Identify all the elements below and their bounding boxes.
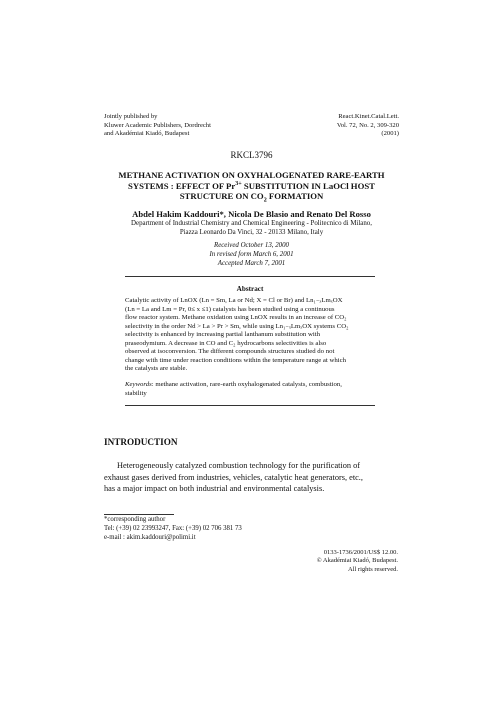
authors: Abdel Hakim Kaddouri*, Nicola De Blasio and Renato Del Rosso	[132, 209, 371, 219]
paper-title: METHANE ACTIVATION ON OXYHALOGENATED RARE-EARTH SYSTEMS : EFFECT OF $Pr^{3+}$ SUBSTITUTION IN LaOCl HOST STRUCTURE ON $CO_2$ FORMATION	[118, 170, 385, 204]
affiliation: Department of Industrial Chemistry and Chemical Engineering - Politecnico di Milano, Piazza Leonardo Da Vinci, 32 - 20133 Milano, Italy	[131, 220, 372, 236]
keywords-label: Keywords	[125, 381, 152, 388]
abstract-heading: Abstract	[236, 285, 264, 293]
publisher-info: Jointly published by Kluwer Academic Publishers, Dordrecht and Akadémiai Kiadó, Budapest	[104, 113, 211, 138]
journal-reference: React.Kinet.Catal.Lett. Vol. 72, No. 2, 309-320 (2001)	[336, 113, 399, 138]
article-code: RKCL3796	[230, 150, 273, 160]
dates: Received October 13, 2000 In revised form March 6, 2001 Accepted March 7, 2001	[209, 242, 294, 267]
footnote: *corresponding author Tel: (+39) 02 23993247, Fax: (+39) 02 706 381 73 e-mail : akim.kaddouri@polimi.it	[104, 516, 242, 541]
abstract-bottom-rule	[125, 405, 375, 406]
keywords: Keywords: methane activation, rare-earth oxyhalogenated catalysts, combustion, stability	[125, 381, 342, 397]
copyright-notice: 0133-1736/2001/US$ 12.00. © Akadémiai Kiadó, Budapest. All rights reserved.	[316, 549, 398, 573]
introduction-text: Heterogeneously catalyzed combustion technology for the purification of exhaust gases derived from industries, vehicles, catalytic heat generators, etc., has a major impact on both industrial and environmental catalysis.	[104, 461, 363, 494]
footnote-rule	[104, 514, 174, 515]
abstract-text: Catalytic activity of LnOX (Ln = Sm, La or Nd; X = Cl or Br) and Ln₁₋ₓLmₓOX (Ln = La and Lm = Pr, 0≤ x ≤1) catalysts has been studied using a continuous flow reactor system. Methane oxidation using LnOX results in an increase of CO₂ selectivity in the order Nd > La > Pr > Sm, while using Ln₁₋ₓLmₓOX systems CO₂ selectivity is enhanced by increasing partial lanthanum substitution with praseodymium. A decrease in CO and C₂ hydrocarbons selectivities is also observed at isoconversion. The different compounds structures studied do not change with time under reaction conditions within the temperature range at which the catalysts are stable.	[125, 297, 349, 372]
abstract-top-rule	[125, 276, 375, 277]
introduction-heading: INTRODUCTION	[104, 437, 178, 447]
